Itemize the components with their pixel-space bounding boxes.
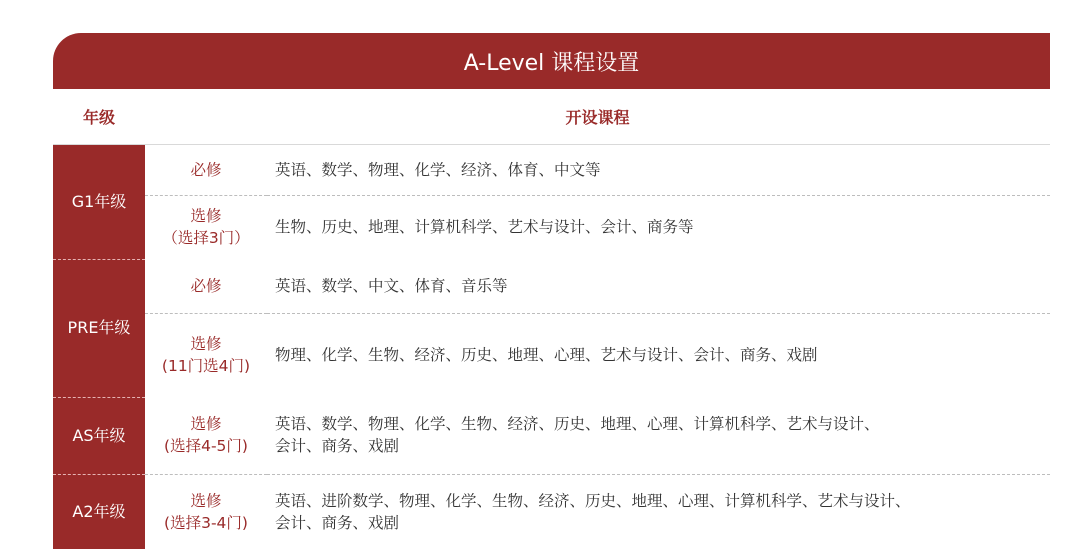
elective-subjects: 物理、化学、生物、经济、历史、地理、心理、艺术与设计、会计、商务、戏剧 (275, 346, 818, 365)
table-row (53, 195, 1050, 259)
required-label: 必修 (145, 145, 267, 195)
course-table (53, 145, 1050, 549)
elective-subjects (267, 397, 1050, 474)
grade-pre: PRE年级 (53, 259, 145, 397)
elective-note: (选择3-4门) (164, 513, 248, 532)
required-subjects: 英语、数学、中文、体育、音乐等 (267, 259, 1050, 313)
elective-subjects-line: 英语、数学、物理、化学、生物、经济、历史、地理、心理、计算机科学、艺术与设计、 (275, 415, 880, 434)
elective-subjects (267, 474, 1050, 549)
elective-note: (选择4-5门) (164, 437, 248, 456)
table-row (53, 313, 1050, 397)
elective-title: 选修 (190, 491, 222, 510)
required-label: 必修 (145, 259, 267, 313)
table-row (53, 397, 1050, 474)
elective-note: （选择3门） (162, 229, 250, 248)
grade-a2: A2年级 (53, 474, 145, 549)
required-subjects: 英语、数学、物理、化学、经济、体育、中文等 (267, 145, 1050, 195)
elective-title: 选修 (190, 415, 222, 434)
elective-note: (11门选4门) (161, 357, 251, 376)
elective-label (145, 195, 267, 259)
elective-label (145, 474, 267, 549)
courses-column-header: 开设课程 (565, 108, 630, 127)
table-row (53, 145, 1050, 195)
elective-title: 选修 (190, 207, 222, 226)
elective-subjects-line: 英语、进阶数学、物理、化学、生物、经济、历史、地理、心理、计算机科学、艺术与设计、 (275, 491, 911, 510)
elective-title: 选修 (190, 335, 222, 354)
elective-subjects-line: 会计、商务、戏剧 (275, 513, 400, 532)
table-row (53, 474, 1050, 549)
elective-label (145, 397, 267, 474)
table-header-row (53, 89, 1050, 145)
table-row (53, 259, 1050, 313)
elective-subjects-line: 会计、商务、戏剧 (275, 437, 400, 456)
elective-subjects: 生物、历史、地理、计算机科学、艺术与设计、会计、商务等 (275, 218, 694, 237)
grade-g1: G1年级 (53, 145, 145, 259)
table-title: A-Level 课程设置 (53, 33, 1050, 89)
elective-label (145, 313, 267, 397)
grade-as: AS年级 (53, 397, 145, 474)
course-table-card (53, 33, 1050, 549)
grade-column-header: 年级 (82, 108, 115, 127)
